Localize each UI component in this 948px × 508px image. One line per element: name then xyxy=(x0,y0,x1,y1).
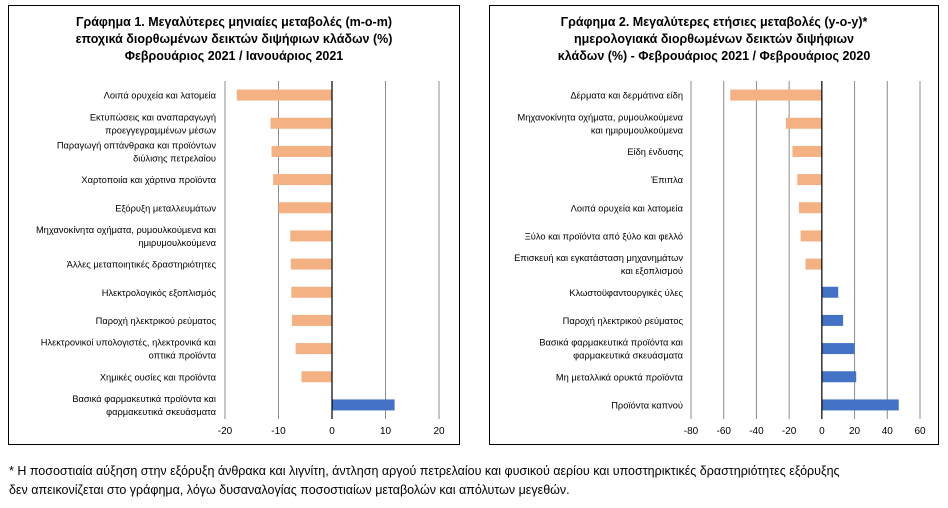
bar xyxy=(302,371,332,382)
category-label: Λοιπά ορυχεία και λατομεία xyxy=(103,90,216,101)
chart-2-title-line: κλάδων (%) - Φεβρουάριος 2021 / Φεβρουάριος 2020 xyxy=(557,49,871,63)
category-label: Παροχή ηλεκτρικού ρεύματος xyxy=(562,315,683,326)
chart-1-title-line: Γράφημα 1. Μεγαλύτερες μηνιαίες μεταβολές (m-o-m) xyxy=(76,15,392,29)
bar xyxy=(792,146,821,157)
category-label: Μηχανοκίνητα οχήματα, ρυμουλκούμενα και ημιρυμουλκούμενα xyxy=(35,224,216,248)
bar xyxy=(291,287,332,298)
x-tick-label: -80 xyxy=(683,426,699,437)
category-label: Παραγωγή οπτάνθρακα και προϊόντων διύλισης πετρελαίου xyxy=(56,140,216,164)
x-tick-label: 60 xyxy=(914,426,926,437)
category-label: Βασικά φαρμακευτικά προϊόντα και φαρμακευτικά σκευάσματα xyxy=(72,393,216,417)
bar xyxy=(296,343,332,354)
bar xyxy=(822,343,855,354)
footnote-line: * Η ποσοστιαία αύξηση στην εξόρυξη άνθρακα και λιγνίτη, άντληση αργού πετρελαίου και φυσικού αερίου και υποστηρικτικές δραστηριότητες εξόρυξης xyxy=(9,464,840,478)
x-tick-label: 20 xyxy=(433,426,445,437)
bar xyxy=(272,146,332,157)
bar xyxy=(273,174,332,185)
bar xyxy=(730,90,822,101)
category-label: Χαρτοποιία και χάρτινα προϊόντα xyxy=(81,175,216,186)
category-label: Εξόρυξη μεταλλευμάτων xyxy=(115,203,216,214)
bar xyxy=(237,90,332,101)
x-tick-label: 40 xyxy=(881,426,893,437)
bar xyxy=(806,259,822,270)
x-tick-label: 20 xyxy=(849,426,861,437)
category-label: Επισκευή και εγκατάσταση μηχανημάτων και εξοπλισμού xyxy=(514,253,683,277)
category-label: Έπιπλα xyxy=(650,175,683,186)
category-label: Παροχή ηλεκτρικού ρεύματος xyxy=(95,315,216,326)
bar xyxy=(801,230,822,241)
bar xyxy=(799,202,822,213)
x-tick-label: 0 xyxy=(819,426,825,437)
bar xyxy=(291,259,332,270)
x-tick-label: 10 xyxy=(379,426,392,437)
footnote-line: δεν απεικονίζεται στο γράφημα, λόγω δυσαναλογίας ποσοστιαίων μεταβολών και απόλυτων μεγεθών. xyxy=(9,483,570,497)
chart-1-plot xyxy=(9,6,458,443)
bar xyxy=(822,287,838,298)
x-tick-label: -20 xyxy=(781,426,797,437)
chart-1-title-line: Φεβρουάριος 2021 / Ιανουάριος 2021 xyxy=(124,49,344,63)
category-label: Ηλεκτρολογικός εξοπλισμός xyxy=(101,287,216,298)
chart-1-title-line: εποχικά διορθωμένων δεικτών διψήφιων κλάδων (%) xyxy=(75,32,393,46)
bar xyxy=(279,202,333,213)
category-label: Μηχανοκίνητα οχήματα, ρυμουλκούμενα και ημιρυμουλκούμενα xyxy=(517,112,683,136)
chart-2-title-line: ημερολογιακά διορθωμένων δεικτών διψήφιων xyxy=(573,32,854,46)
bar xyxy=(290,230,332,241)
category-label: Ηλεκτρονικοί υπολογιστές, ηλεκτρονικά και οπτικά προϊόντα xyxy=(40,337,216,361)
bar xyxy=(332,399,395,410)
bar xyxy=(270,118,332,129)
chart-2-plot xyxy=(490,6,937,443)
category-label: Κλωστοϋφαντουργικές ύλες xyxy=(569,287,683,298)
category-label: Άλλες μεταποιητικές δραστηριότητες xyxy=(66,259,216,270)
category-label: Βασικά φαρμακευτικά προϊόντα και φαρμακευτικά σκευάσματα xyxy=(539,337,683,361)
x-tick-label: -60 xyxy=(716,426,731,437)
bar xyxy=(292,315,332,326)
chart-panel-1 xyxy=(8,5,460,445)
category-label: Ξύλο και προϊόντα από ξύλο και φελλό xyxy=(524,231,683,242)
bar xyxy=(797,174,822,185)
x-tick-label: -20 xyxy=(217,426,233,437)
x-tick-label: -10 xyxy=(271,426,286,437)
chart-panel-2 xyxy=(489,5,939,445)
category-label: Χημικές ουσίες και προϊόντα xyxy=(99,372,216,383)
category-label: Εκτυπώσεις και αναπαραγωγή προεγγεγραμμένων μέσων xyxy=(89,112,216,136)
category-label: Είδη ένδυσης xyxy=(627,146,683,157)
bar xyxy=(786,118,822,129)
bar xyxy=(822,399,899,410)
x-tick-label: -40 xyxy=(749,426,764,437)
x-tick-label: 0 xyxy=(329,426,335,437)
bar xyxy=(822,315,843,326)
category-label: Μη μεταλλικά ορυκτά προϊόντα xyxy=(555,372,683,383)
chart-2-title-line: Γράφημα 2. Μεγαλύτερες ετήσιες μεταβολές (y-o-y)* xyxy=(560,15,868,29)
footnote xyxy=(9,462,944,500)
bar xyxy=(822,371,856,382)
category-label: Δέρματα και δερμάτινα είδη xyxy=(570,90,683,101)
category-label: Προϊόντα καπνού xyxy=(611,400,683,411)
category-label: Λοιπά ορυχεία και λατομεία xyxy=(570,203,683,214)
